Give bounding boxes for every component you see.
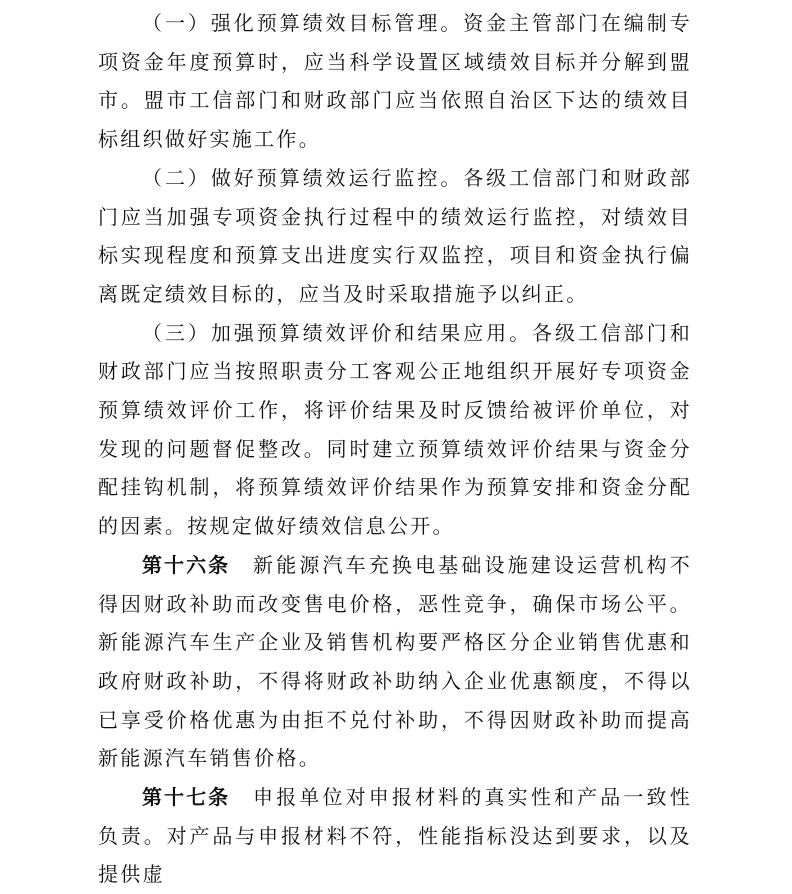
paragraph-performance-monitoring: （二）做好预算绩效运行监控。各级工信部门和财政部门应当加强专项资金执行过程中的绩效运行监控，对绩效目标实现程度和预算支出进度实行双监控，项目和资金执行偏离既定绩效目标的，应当及时采取措施予以纠正。 [98,165,692,306]
article-16-text: 新能源汽车充换电基础设施建设运营机构不得因财政补助而改变售电价格，恶性竞争，确保市场公平。新能源汽车生产企业及销售机构要严格区分企业销售优惠和政府财政补助，不得将财政补助纳入企业优惠额度，不得以已享受价格优惠为由拒不兑付补助，不得因财政补助而提高新能源汽车销售价格。 [98,552,692,771]
paragraph-performance-evaluation: （三）加强预算绩效评价和结果应用。各级工信部门和财政部门应当按照职责分工客观公正地组织开展好专项资金预算绩效评价工作，将评价结果及时反馈给被评价单位，对发现的问题督促整改。同时建立预算绩效评价结果与资金分配挂钩机制，将预算绩效评价结果作为预算安排和资金分配的因素。按规定做好绩效信息公开。 [98,320,692,539]
document-page [98,4,692,894]
article-17 [98,778,692,894]
article-16-title: 第十六条 [142,552,231,577]
article-17-title: 第十七条 [142,785,231,810]
article-16 [98,546,692,778]
article-17-text: 申报单位对申报材料的真实性和产品一致性负责。对产品与申报材料不符，性能指标没达到要求，以及提供虚 [98,785,692,887]
paragraph-performance-target: （一）强化预算绩效目标管理。资金主管部门在编制专项资金年度预算时，应当科学设置区域绩效目标并分解到盟市。盟市工信部门和财政部门应当依照自治区下达的绩效目标组织做好实施工作。 [98,11,692,152]
